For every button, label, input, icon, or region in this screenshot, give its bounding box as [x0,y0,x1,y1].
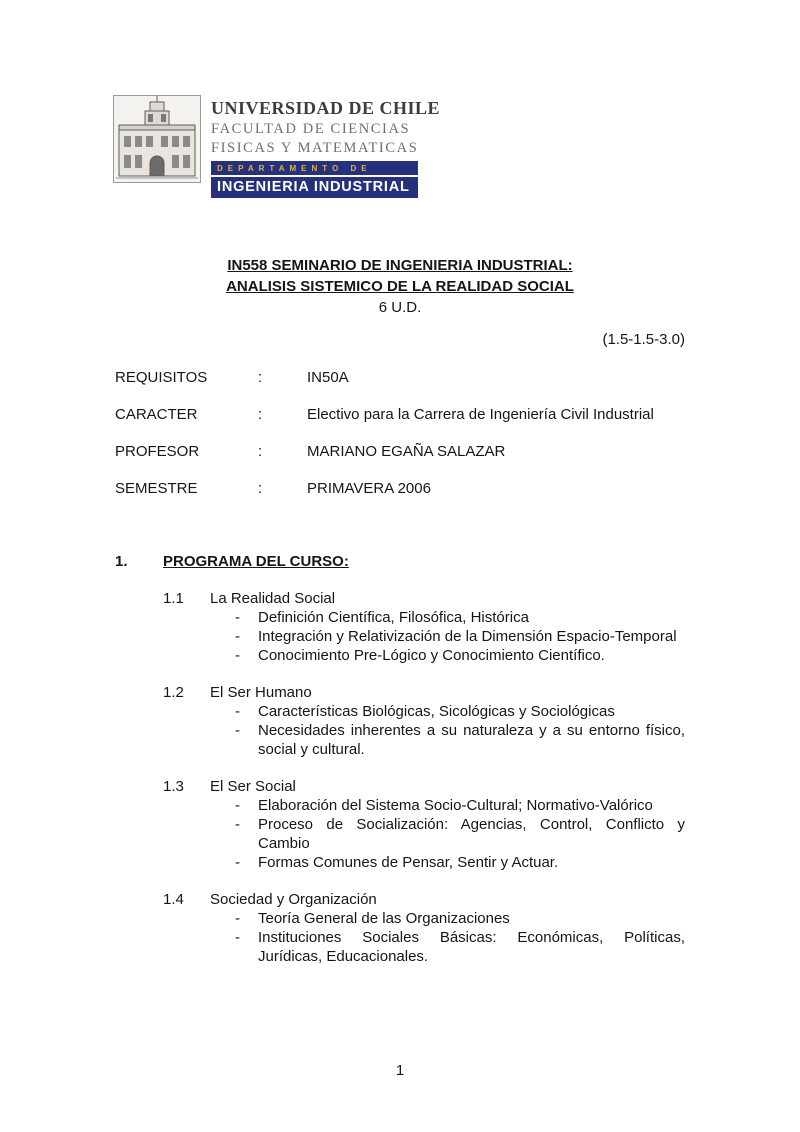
topic-title: El Ser Humano [210,684,312,701]
info-label: PROFESOR [115,443,200,460]
section-title: PROGRAMA DEL CURSO: [163,553,349,570]
course-title-line2: ANALISIS SISTEMICO DE LA REALIDAD SOCIAL [226,278,574,295]
item-dash: - [235,722,240,739]
item-text: Formas Comunes de Pensar, Sentir y Actuar. [258,854,559,871]
info-separator: : [258,443,263,460]
item-text: Integración y Relativización de la Dimensión Espacio-Temporal [258,628,677,645]
topics-list [115,589,685,966]
topic-title: Sociedad y Organización [210,891,377,908]
item-dash: - [235,854,240,871]
topic-title: El Ser Social [210,778,296,795]
info-row-profesor [115,442,685,461]
item-dash: - [235,703,240,720]
info-separator: : [258,369,263,386]
topic-item [235,796,685,815]
item-text: Necesidades inherentes a su naturaleza y a su entorno físico, social y cultural. [258,722,685,758]
topic-item [235,721,685,759]
course-credits: (1.5-1.5-3.0) [602,331,685,348]
university-building-image [113,95,201,183]
item-dash: - [235,816,240,833]
topic-1-3 [163,777,685,872]
item-text: Conocimiento Pre-Lógico y Conocimiento Científico. [258,647,605,664]
topic-item [235,702,685,721]
topic-item [235,928,685,966]
item-dash: - [235,910,240,927]
info-label: SEMESTRE [115,480,198,497]
topic-1-1 [163,589,685,665]
document-body [115,255,685,966]
info-row-semestre [115,479,685,498]
topic-item [235,853,685,872]
info-label: CARACTER [115,406,198,423]
topic-number: 1.4 [163,891,184,908]
item-dash: - [235,609,240,626]
item-text: Instituciones Sociales Básicas: Económicas, Políticas, Jurídicas, Educacionales. [258,929,685,965]
info-separator: : [258,480,263,497]
topic-item [235,608,685,627]
course-title [115,255,685,318]
topic-number: 1.2 [163,684,184,701]
info-row-caracter [115,405,685,424]
department-banner [211,161,418,198]
topic-items [235,608,685,665]
item-dash: - [235,929,240,946]
topic-item [235,646,685,665]
item-text: Definición Científica, Filosófica, Histórica [258,609,529,626]
faculty-name-line2: FISICAS Y MATEMATICAS [211,140,419,156]
topic-head [163,890,685,909]
topic-1-2 [163,683,685,759]
topic-item [235,815,685,853]
topic-head [163,683,685,702]
topic-number: 1.3 [163,778,184,795]
item-text: Teoría General de las Organizaciones [258,910,510,927]
item-dash: - [235,797,240,814]
topic-item [235,627,685,646]
department-label: DEPARTAMENTO DE [211,161,418,177]
course-title-line1: IN558 SEMINARIO DE INGENIERIA INDUSTRIAL: [227,257,573,274]
topic-items [235,702,685,759]
info-separator: : [258,406,263,423]
topic-head [163,777,685,796]
info-value: PRIMAVERA 2006 [307,480,431,497]
topic-items [235,796,685,872]
logo-text-block [211,95,440,198]
course-units: 6 U.D. [378,299,422,316]
topic-head [163,589,685,608]
university-name: UNIVERSIDAD DE CHILE [211,98,441,118]
info-label: REQUISITOS [115,369,208,386]
info-value: Electivo para la Carrera de Ingeniería Civil Industrial [307,406,654,423]
item-dash: - [235,628,240,645]
section-number: 1. [115,553,128,570]
item-text: Características Biológicas, Sicológicas y Sociológicas [258,703,615,720]
info-row-requisitos [115,368,685,387]
department-name: INGENIERIA INDUSTRIAL [211,177,418,198]
topic-items [235,909,685,966]
section-heading [115,552,685,571]
item-text: Proceso de Socialización: Agencias, Control, Conflicto y Cambio [258,816,685,852]
item-text: Elaboración del Sistema Socio-Cultural; Normativo-Valórico [258,797,653,814]
page-number: 1 [395,1062,405,1079]
info-value: MARIANO EGAÑA SALAZAR [307,443,506,460]
topic-number: 1.1 [163,590,184,607]
topic-title: La Realidad Social [210,590,336,607]
course-info [115,368,685,498]
item-dash: - [235,647,240,664]
info-value: IN50A [307,369,349,386]
university-logo [113,95,440,198]
topic-item [235,909,685,928]
topic-1-4 [163,890,685,966]
faculty-name-line1: FACULTAD DE CIENCIAS [211,121,411,137]
